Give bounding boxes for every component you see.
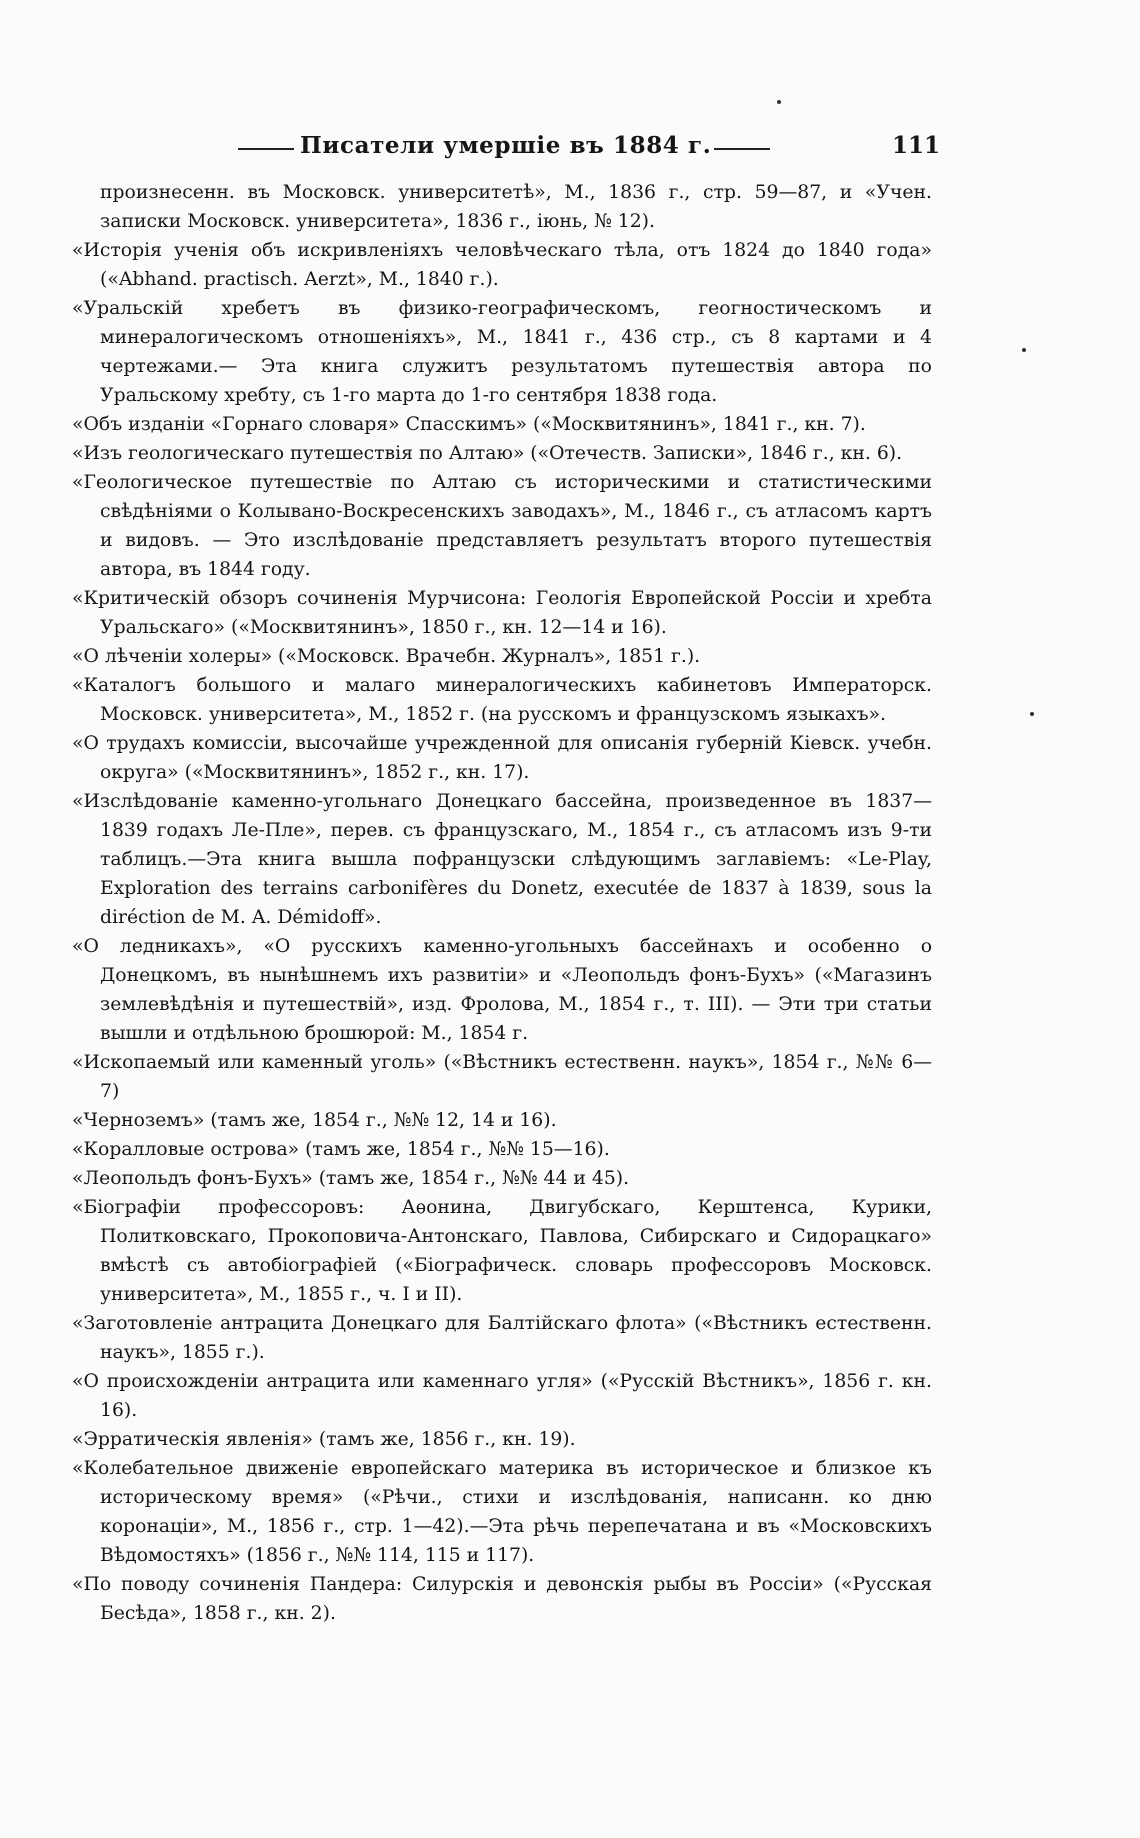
bibliography-entry: «Біографіи профессоровъ: Аѳонина, Двигубскаго, Керштенса, Курики, Политковскаго, Прокоповича-Антонскаго, Павлова, Сибирскаго и Сидорацкаго» вмѣстѣ съ автобіографіей («Біографическ. словарь профессоровъ Московск. университета», М., 1855 г., ч. I и II). (72, 1197, 932, 1305)
bibliography-entry: «Уральскій хребетъ въ физико-географическомъ, геогностическомъ и минералогическомъ отношеніяхъ», М., 1841 г., 436 стр., съ 8 картами и 4 чертежами.— Эта книга служитъ результатомъ путешествія автора по Уральскому хребту, съ 1-го марта до 1-го сентября 1838 года. (72, 298, 932, 406)
bibliography-list (72, 178, 932, 1628)
bibliography-entry: «Ископаемый или каменный уголь» («Вѣстникъ естественн. наукъ», 1854 г., №№ 6—7) (72, 1052, 932, 1102)
bibliography-entry: «Коралловые острова» (тамъ же, 1854 г., №№ 15—16). (72, 1139, 610, 1160)
page-number: 111 (892, 132, 941, 159)
bibliography-entry: «Эрратическія явленія» (тамъ же, 1856 г., кн. 19). (72, 1429, 576, 1450)
bibliography-entry: «Исторія ученія объ искривленіяхъ человѣческаго тѣла, отъ 1824 до 1840 года» («Abhand. practisch. Aerzt», M., 1840 г.). (72, 240, 932, 290)
bibliography-entry: «Объ изданіи «Горнаго словаря» Спасскимъ» («Москвитянинъ», 1841 г., кн. 7). (72, 414, 866, 435)
scan-speck (777, 100, 781, 104)
bibliography-entry: «О лѣченіи холеры» («Московск. Врачебн. Журналъ», 1851 г.). (72, 646, 701, 667)
running-header (0, 126, 1140, 172)
bibliography-entry: «Изслѣдованіе каменно-угольнаго Донецкаго бассейна, произведенное въ 1837—1839 годахъ Ле-Пле», перев. съ французскаго, М., 1854 г., съ атласомъ изъ 9-ти таблицъ.—Эта книга вышла пофранцузски слѣдующимъ заглавіемъ: «Le-Play, Exploration des terrains carbonifères du Donetz, executée de 1837 à 1839, sous la diréction de M. A. Démidoff». (72, 791, 932, 928)
page-title: Писатели умершіе въ 1884 г. (300, 132, 712, 159)
bibliography-entry: «О происхожденіи антрацита или каменнаго угля» («Русскій Вѣстникъ», 1856 г. кн. 16). (72, 1371, 932, 1421)
scan-speck (1030, 712, 1034, 716)
bibliography-entry: «По поводу сочиненія Пандера: Силурскія и девонскія рыбы въ Россіи» («Русская Бесѣда», 1858 г., кн. 2). (72, 1574, 932, 1624)
bibliography-entry: произнесенн. въ Московск. университетѣ», М., 1836 г., стр. 59—87, и «Учен. записки Московск. университета», 1836 г., іюнь, № 12). (100, 182, 932, 232)
bibliography-entry: «О трудахъ комиссіи, высочайше учрежденной для описанія губерній Кіевск. учебн. округа» («Москвитянинъ», 1852 г., кн. 17). (72, 733, 932, 783)
scan-speck (1022, 348, 1026, 352)
bibliography-entry: «Заготовленіе антрацита Донецкаго для Балтійскаго флота» («Вѣстникъ естественн. наукъ», 1855 г.). (72, 1313, 932, 1363)
bibliography-entry: «Критическій обзоръ сочиненія Мурчисона: Геологія Европейской Россіи и хребта Уральскаго» («Москвитянинъ», 1850 г., кн. 12—14 и 16). (72, 588, 932, 638)
bibliography-entry: «Изъ геологическаго путешествія по Алтаю» («Отечеств. Записки», 1846 г., кн. 6). (72, 443, 903, 464)
bibliography-entry: «Колебательное движеніе европейскаго материка въ историческое и близкое къ историческому время» («Рѣчи., стихи и изслѣдованія, написанн. ко дню коронаціи», М., 1856 г., стр. 1—42).—Эта рѣчь перепечатана и въ «Московскихъ Вѣдомостяхъ» (1856 г., №№ 114, 115 и 117). (72, 1458, 932, 1566)
bibliography-entry: «О ледникахъ», «О русскихъ каменно-угольныхъ бассейнахъ и особенно о Донецкомъ, въ нынѣшнемъ ихъ развитіи» и «Леопольдъ фонъ-Бухъ» («Магазинъ землевѣдѣнія и путешествій», изд. Фролова, М., 1854 г., т. III). — Эти три статьи вышли и отдѣльною брошюрой: М., 1854 г. (72, 936, 932, 1044)
bibliography-entry: «Геологическое путешествіе по Алтаю съ историческими и статистическими свѣдѣніями о Колывано-Воскресенскихъ заводахъ», М., 1846 г., съ атласомъ картъ и видовъ. — Это изслѣдованіе представляетъ результатъ второго путешествія автора, въ 1844 году. (72, 472, 932, 580)
header-rule-right (714, 148, 770, 150)
header-rule-left (238, 148, 294, 150)
bibliography-entry: «Каталогъ большого и малаго минералогическихъ кабинетовъ Императорск. Московск. университета», М., 1852 г. (на русскомъ и французскомъ языкахъ». (72, 675, 932, 725)
bibliography-entry: «Леопольдъ фонъ-Бухъ» (тамъ же, 1854 г., №№ 44 и 45). (72, 1168, 630, 1189)
bibliography-entry: «Черноземъ» (тамъ же, 1854 г., №№ 12, 14 и 16). (72, 1110, 557, 1131)
